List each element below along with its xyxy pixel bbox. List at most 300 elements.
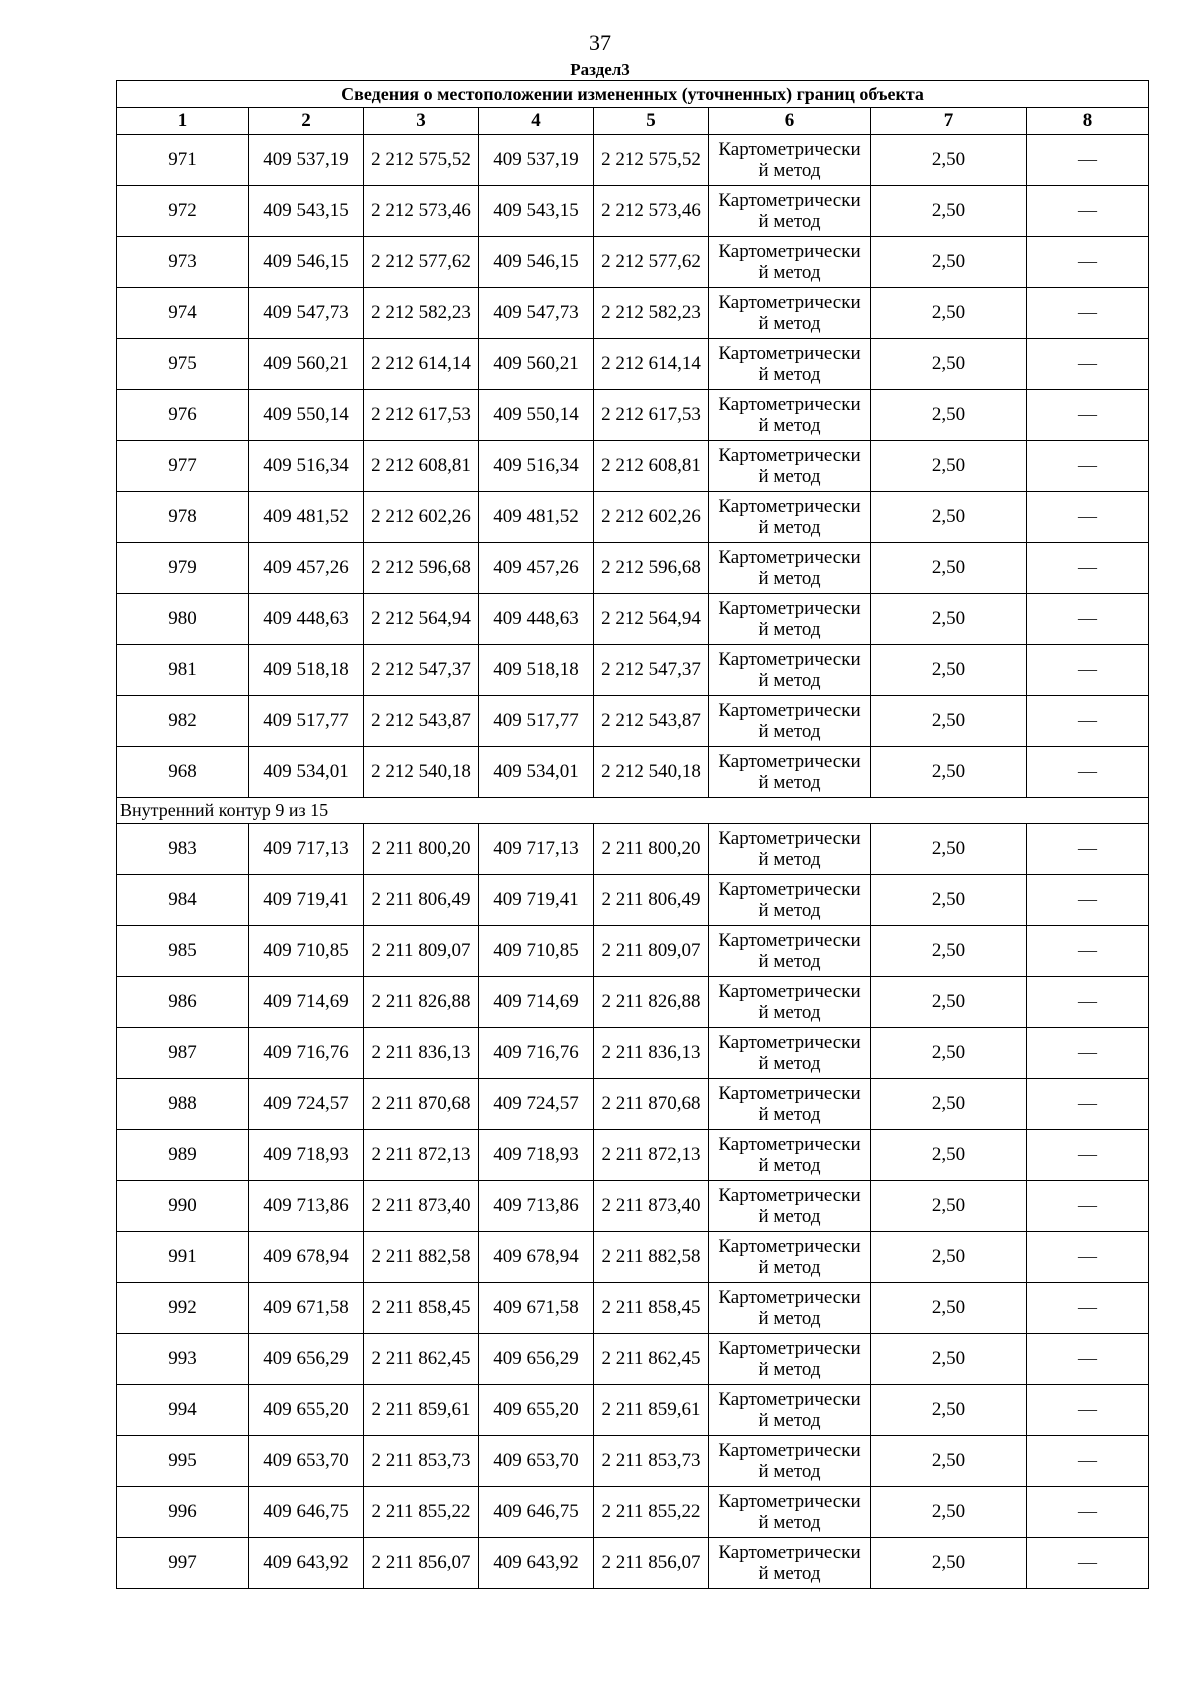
- description-cell: —: [1027, 543, 1149, 594]
- x-refined-cell: 409 534,01: [479, 747, 594, 798]
- table-row: [117, 696, 1149, 747]
- description-cell: —: [1027, 1487, 1149, 1538]
- table-row: [117, 926, 1149, 977]
- method-line: й метод: [758, 1104, 821, 1125]
- y-existing-cell: 2 211 870,68: [364, 1079, 479, 1130]
- description-cell: —: [1027, 339, 1149, 390]
- table-row: [117, 594, 1149, 645]
- method-cell: [709, 1181, 871, 1232]
- method-line: Картометрически: [718, 1440, 861, 1461]
- accuracy-cell: 2,50: [871, 135, 1027, 186]
- y-refined-cell: 2 211 826,88: [594, 977, 709, 1028]
- method-line: Картометрически: [718, 981, 861, 1002]
- accuracy-cell: 2,50: [871, 1385, 1027, 1436]
- method-line: й метод: [758, 670, 821, 691]
- method-line: й метод: [758, 1257, 821, 1278]
- accuracy-cell: 2,50: [871, 824, 1027, 875]
- method-cell: [709, 237, 871, 288]
- description-cell: —: [1027, 237, 1149, 288]
- x-existing-cell: 409 714,69: [249, 977, 364, 1028]
- method-cell: [709, 977, 871, 1028]
- point-number-cell: 968: [117, 747, 249, 798]
- x-existing-cell: 409 481,52: [249, 492, 364, 543]
- x-existing-cell: 409 550,14: [249, 390, 364, 441]
- description-cell: —: [1027, 1334, 1149, 1385]
- point-number-cell: 993: [117, 1334, 249, 1385]
- method-line: й метод: [758, 1512, 821, 1533]
- accuracy-cell: 2,50: [871, 237, 1027, 288]
- x-existing-cell: 409 518,18: [249, 645, 364, 696]
- point-number-cell: 974: [117, 288, 249, 339]
- table-row: [117, 1436, 1149, 1487]
- method-line: Картометрически: [718, 1389, 861, 1410]
- description-cell: —: [1027, 1079, 1149, 1130]
- x-refined-cell: 409 656,29: [479, 1334, 594, 1385]
- description-cell: —: [1027, 875, 1149, 926]
- method-cell: [709, 1334, 871, 1385]
- method-line: й метод: [758, 262, 821, 283]
- point-number-cell: 986: [117, 977, 249, 1028]
- method-line: й метод: [758, 1155, 821, 1176]
- accuracy-cell: 2,50: [871, 186, 1027, 237]
- column-header-row: [117, 108, 1149, 135]
- y-existing-cell: 2 211 859,61: [364, 1385, 479, 1436]
- method-line: Картометрически: [718, 828, 861, 849]
- method-cell: [709, 926, 871, 977]
- description-cell: —: [1027, 135, 1149, 186]
- accuracy-cell: 2,50: [871, 1181, 1027, 1232]
- accuracy-cell: 2,50: [871, 1079, 1027, 1130]
- y-existing-cell: 2 212 540,18: [364, 747, 479, 798]
- x-refined-cell: 409 719,41: [479, 875, 594, 926]
- method-line: й метод: [758, 364, 821, 385]
- x-existing-cell: 409 724,57: [249, 1079, 364, 1130]
- y-refined-cell: 2 211 809,07: [594, 926, 709, 977]
- point-number-cell: 983: [117, 824, 249, 875]
- x-existing-cell: 409 560,21: [249, 339, 364, 390]
- x-refined-cell: 409 481,52: [479, 492, 594, 543]
- method-line: Картометрически: [718, 496, 861, 517]
- method-line: й метод: [758, 951, 821, 972]
- x-existing-cell: 409 537,19: [249, 135, 364, 186]
- description-cell: —: [1027, 926, 1149, 977]
- accuracy-cell: 2,50: [871, 747, 1027, 798]
- point-number-cell: 990: [117, 1181, 249, 1232]
- y-existing-cell: 2 212 596,68: [364, 543, 479, 594]
- method-line: й метод: [758, 1563, 821, 1584]
- description-cell: —: [1027, 1538, 1149, 1589]
- method-line: Картометрически: [718, 241, 861, 262]
- x-refined-cell: 409 517,77: [479, 696, 594, 747]
- accuracy-cell: 2,50: [871, 1538, 1027, 1589]
- x-refined-cell: 409 655,20: [479, 1385, 594, 1436]
- point-number-cell: 988: [117, 1079, 249, 1130]
- description-cell: —: [1027, 1028, 1149, 1079]
- y-existing-cell: 2 212 575,52: [364, 135, 479, 186]
- x-existing-cell: 409 547,73: [249, 288, 364, 339]
- y-existing-cell: 2 211 853,73: [364, 1436, 479, 1487]
- column-header: 4: [479, 108, 594, 135]
- table-row: [117, 339, 1149, 390]
- method-cell: [709, 1436, 871, 1487]
- table-row: [117, 237, 1149, 288]
- point-number-cell: 985: [117, 926, 249, 977]
- point-number-cell: 977: [117, 441, 249, 492]
- accuracy-cell: 2,50: [871, 594, 1027, 645]
- point-number-cell: 975: [117, 339, 249, 390]
- description-cell: —: [1027, 1181, 1149, 1232]
- point-number-cell: 992: [117, 1283, 249, 1334]
- x-refined-cell: 409 724,57: [479, 1079, 594, 1130]
- point-number-cell: 979: [117, 543, 249, 594]
- method-cell: [709, 747, 871, 798]
- accuracy-cell: 2,50: [871, 1232, 1027, 1283]
- accuracy-cell: 2,50: [871, 875, 1027, 926]
- method-line: й метод: [758, 1053, 821, 1074]
- method-line: Картометрически: [718, 649, 861, 670]
- y-refined-cell: 2 212 582,23: [594, 288, 709, 339]
- method-line: й метод: [758, 1410, 821, 1431]
- point-number-cell: 997: [117, 1538, 249, 1589]
- method-cell: [709, 390, 871, 441]
- x-existing-cell: 409 543,15: [249, 186, 364, 237]
- method-line: Картометрически: [718, 139, 861, 160]
- method-line: й метод: [758, 900, 821, 921]
- method-cell: [709, 1079, 871, 1130]
- table-row: [117, 977, 1149, 1028]
- method-line: Картометрически: [718, 930, 861, 951]
- method-line: Картометрически: [718, 1542, 861, 1563]
- x-existing-cell: 409 716,76: [249, 1028, 364, 1079]
- column-header: 3: [364, 108, 479, 135]
- y-refined-cell: 2 212 614,14: [594, 339, 709, 390]
- accuracy-cell: 2,50: [871, 1028, 1027, 1079]
- x-refined-cell: 409 717,13: [479, 824, 594, 875]
- description-cell: —: [1027, 1385, 1149, 1436]
- coordinates-table: [116, 80, 1149, 1589]
- description-cell: —: [1027, 186, 1149, 237]
- y-refined-cell: 2 211 858,45: [594, 1283, 709, 1334]
- x-existing-cell: 409 517,77: [249, 696, 364, 747]
- table-row: [117, 1232, 1149, 1283]
- y-existing-cell: 2 211 882,58: [364, 1232, 479, 1283]
- accuracy-cell: 2,50: [871, 645, 1027, 696]
- y-refined-cell: 2 211 873,40: [594, 1181, 709, 1232]
- y-refined-cell: 2 212 573,46: [594, 186, 709, 237]
- point-number-cell: 972: [117, 186, 249, 237]
- method-line: Картометрически: [718, 1185, 861, 1206]
- y-existing-cell: 2 212 573,46: [364, 186, 479, 237]
- y-refined-cell: 2 211 806,49: [594, 875, 709, 926]
- method-line: й метод: [758, 160, 821, 181]
- method-line: Картометрически: [718, 879, 861, 900]
- y-refined-cell: 2 212 540,18: [594, 747, 709, 798]
- table-row: [117, 1028, 1149, 1079]
- method-cell: [709, 594, 871, 645]
- x-refined-cell: 409 646,75: [479, 1487, 594, 1538]
- y-refined-cell: 2 211 853,73: [594, 1436, 709, 1487]
- x-existing-cell: 409 546,15: [249, 237, 364, 288]
- method-cell: [709, 645, 871, 696]
- y-existing-cell: 2 212 564,94: [364, 594, 479, 645]
- method-line: й метод: [758, 1308, 821, 1329]
- accuracy-cell: 2,50: [871, 696, 1027, 747]
- method-line: й метод: [758, 1002, 821, 1023]
- y-existing-cell: 2 211 800,20: [364, 824, 479, 875]
- point-number-cell: 987: [117, 1028, 249, 1079]
- x-refined-cell: 409 547,73: [479, 288, 594, 339]
- table-row: [117, 390, 1149, 441]
- x-refined-cell: 409 643,92: [479, 1538, 594, 1589]
- y-refined-cell: 2 211 859,61: [594, 1385, 709, 1436]
- accuracy-cell: 2,50: [871, 1436, 1027, 1487]
- x-existing-cell: 409 655,20: [249, 1385, 364, 1436]
- point-number-cell: 971: [117, 135, 249, 186]
- x-refined-cell: 409 543,15: [479, 186, 594, 237]
- method-line: й метод: [758, 772, 821, 793]
- point-number-cell: 984: [117, 875, 249, 926]
- column-header: 5: [594, 108, 709, 135]
- table-row: [117, 186, 1149, 237]
- x-refined-cell: 409 537,19: [479, 135, 594, 186]
- x-refined-cell: 409 714,69: [479, 977, 594, 1028]
- point-number-cell: 994: [117, 1385, 249, 1436]
- contour-label: Внутренний контур 9 из 15: [117, 798, 1149, 824]
- y-refined-cell: 2 212 596,68: [594, 543, 709, 594]
- method-cell: [709, 492, 871, 543]
- description-cell: —: [1027, 390, 1149, 441]
- method-line: Картометрически: [718, 394, 861, 415]
- table-row: [117, 1385, 1149, 1436]
- page-number: 37: [589, 30, 611, 55]
- table-row: [117, 824, 1149, 875]
- point-number-cell: 976: [117, 390, 249, 441]
- method-line: Картометрически: [718, 1491, 861, 1512]
- y-refined-cell: 2 212 602,26: [594, 492, 709, 543]
- x-existing-cell: 409 713,86: [249, 1181, 364, 1232]
- accuracy-cell: 2,50: [871, 1487, 1027, 1538]
- method-cell: [709, 1232, 871, 1283]
- method-line: й метод: [758, 313, 821, 334]
- table-row: [117, 492, 1149, 543]
- y-refined-cell: 2 211 856,07: [594, 1538, 709, 1589]
- y-existing-cell: 2 212 543,87: [364, 696, 479, 747]
- point-number-cell: 995: [117, 1436, 249, 1487]
- y-existing-cell: 2 211 872,13: [364, 1130, 479, 1181]
- x-existing-cell: 409 678,94: [249, 1232, 364, 1283]
- y-existing-cell: 2 211 856,07: [364, 1538, 479, 1589]
- y-existing-cell: 2 212 577,62: [364, 237, 479, 288]
- method-line: Картометрически: [718, 292, 861, 313]
- table-row: [117, 135, 1149, 186]
- column-header: 8: [1027, 108, 1149, 135]
- x-existing-cell: 409 646,75: [249, 1487, 364, 1538]
- point-number-cell: 980: [117, 594, 249, 645]
- accuracy-cell: 2,50: [871, 1334, 1027, 1385]
- inner-contour-rows: [117, 824, 1149, 1589]
- column-header: 7: [871, 108, 1027, 135]
- method-cell: [709, 441, 871, 492]
- x-refined-cell: 409 516,34: [479, 441, 594, 492]
- x-existing-cell: 409 710,85: [249, 926, 364, 977]
- method-line: й метод: [758, 1359, 821, 1380]
- x-refined-cell: 409 671,58: [479, 1283, 594, 1334]
- accuracy-cell: 2,50: [871, 441, 1027, 492]
- y-existing-cell: 2 212 617,53: [364, 390, 479, 441]
- table-row: [117, 441, 1149, 492]
- x-refined-cell: 409 678,94: [479, 1232, 594, 1283]
- description-cell: —: [1027, 696, 1149, 747]
- point-number-cell: 981: [117, 645, 249, 696]
- y-refined-cell: 2 211 872,13: [594, 1130, 709, 1181]
- accuracy-cell: 2,50: [871, 977, 1027, 1028]
- method-cell: [709, 543, 871, 594]
- y-existing-cell: 2 212 608,81: [364, 441, 479, 492]
- method-line: Картометрически: [718, 1083, 861, 1104]
- method-cell: [709, 1538, 871, 1589]
- table-title-row: [117, 81, 1149, 108]
- x-refined-cell: 409 448,63: [479, 594, 594, 645]
- column-header: 6: [709, 108, 871, 135]
- x-existing-cell: 409 643,92: [249, 1538, 364, 1589]
- method-cell: [709, 339, 871, 390]
- x-refined-cell: 409 550,14: [479, 390, 594, 441]
- y-existing-cell: 2 211 855,22: [364, 1487, 479, 1538]
- y-refined-cell: 2 211 855,22: [594, 1487, 709, 1538]
- table-row: [117, 1130, 1149, 1181]
- y-existing-cell: 2 211 862,45: [364, 1334, 479, 1385]
- accuracy-cell: 2,50: [871, 1130, 1027, 1181]
- y-refined-cell: 2 212 543,87: [594, 696, 709, 747]
- method-line: й метод: [758, 517, 821, 538]
- method-line: Картометрически: [718, 1134, 861, 1155]
- x-refined-cell: 409 653,70: [479, 1436, 594, 1487]
- table-row: [117, 747, 1149, 798]
- method-line: й метод: [758, 415, 821, 436]
- accuracy-cell: 2,50: [871, 288, 1027, 339]
- x-refined-cell: 409 546,15: [479, 237, 594, 288]
- method-cell: [709, 1385, 871, 1436]
- method-line: Картометрически: [718, 343, 861, 364]
- method-cell: [709, 1130, 871, 1181]
- y-existing-cell: 2 212 602,26: [364, 492, 479, 543]
- y-refined-cell: 2 212 617,53: [594, 390, 709, 441]
- description-cell: —: [1027, 747, 1149, 798]
- method-cell: [709, 1283, 871, 1334]
- column-header: 2: [249, 108, 364, 135]
- table-row: [117, 1181, 1149, 1232]
- method-cell: [709, 824, 871, 875]
- x-existing-cell: 409 516,34: [249, 441, 364, 492]
- y-existing-cell: 2 212 547,37: [364, 645, 479, 696]
- table-title: Сведения о местоположении измененных (уточненных) границ объекта: [117, 81, 1149, 108]
- x-existing-cell: 409 448,63: [249, 594, 364, 645]
- y-refined-cell: 2 211 870,68: [594, 1079, 709, 1130]
- table-row: [117, 1283, 1149, 1334]
- x-refined-cell: 409 710,85: [479, 926, 594, 977]
- x-existing-cell: 409 718,93: [249, 1130, 364, 1181]
- y-refined-cell: 2 212 547,37: [594, 645, 709, 696]
- table-row: [117, 645, 1149, 696]
- method-line: Картометрически: [718, 1338, 861, 1359]
- method-cell: [709, 875, 871, 926]
- description-cell: —: [1027, 824, 1149, 875]
- method-line: Картометрически: [718, 751, 861, 772]
- point-number-cell: 978: [117, 492, 249, 543]
- y-refined-cell: 2 212 608,81: [594, 441, 709, 492]
- y-existing-cell: 2 211 858,45: [364, 1283, 479, 1334]
- method-line: Картометрически: [718, 190, 861, 211]
- description-cell: —: [1027, 1232, 1149, 1283]
- description-cell: —: [1027, 492, 1149, 543]
- point-number-cell: 982: [117, 696, 249, 747]
- section-title: Раздел3: [570, 60, 630, 79]
- description-cell: —: [1027, 441, 1149, 492]
- method-line: й метод: [758, 721, 821, 742]
- x-refined-cell: 409 716,76: [479, 1028, 594, 1079]
- column-header: 1: [117, 108, 249, 135]
- table-row: [117, 875, 1149, 926]
- table-row: [117, 1487, 1149, 1538]
- accuracy-cell: 2,50: [871, 543, 1027, 594]
- description-cell: —: [1027, 288, 1149, 339]
- point-number-cell: 973: [117, 237, 249, 288]
- accuracy-cell: 2,50: [871, 390, 1027, 441]
- description-cell: —: [1027, 1130, 1149, 1181]
- method-cell: [709, 1028, 871, 1079]
- method-line: й метод: [758, 211, 821, 232]
- x-existing-cell: 409 656,29: [249, 1334, 364, 1385]
- method-line: Картометрически: [718, 700, 861, 721]
- description-cell: —: [1027, 1283, 1149, 1334]
- description-cell: —: [1027, 1436, 1149, 1487]
- outer-contour-rows: [117, 135, 1149, 798]
- method-cell: [709, 135, 871, 186]
- accuracy-cell: 2,50: [871, 926, 1027, 977]
- x-refined-cell: 409 713,86: [479, 1181, 594, 1232]
- method-line: й метод: [758, 1461, 821, 1482]
- accuracy-cell: 2,50: [871, 339, 1027, 390]
- method-line: Картометрически: [718, 445, 861, 466]
- point-number-cell: 991: [117, 1232, 249, 1283]
- method-line: Картометрически: [718, 1032, 861, 1053]
- y-refined-cell: 2 211 800,20: [594, 824, 709, 875]
- method-cell: [709, 186, 871, 237]
- y-refined-cell: 2 211 836,13: [594, 1028, 709, 1079]
- y-existing-cell: 2 211 809,07: [364, 926, 479, 977]
- y-existing-cell: 2 212 614,14: [364, 339, 479, 390]
- description-cell: —: [1027, 977, 1149, 1028]
- x-existing-cell: 409 457,26: [249, 543, 364, 594]
- x-refined-cell: 409 718,93: [479, 1130, 594, 1181]
- table-row: [117, 1334, 1149, 1385]
- method-line: й метод: [758, 849, 821, 870]
- method-line: й метод: [758, 466, 821, 487]
- method-cell: [709, 1487, 871, 1538]
- contour-label-row: [117, 798, 1149, 824]
- x-existing-cell: 409 717,13: [249, 824, 364, 875]
- y-existing-cell: 2 211 826,88: [364, 977, 479, 1028]
- table-row: [117, 543, 1149, 594]
- x-refined-cell: 409 518,18: [479, 645, 594, 696]
- x-existing-cell: 409 534,01: [249, 747, 364, 798]
- method-cell: [709, 696, 871, 747]
- method-line: Картометрически: [718, 547, 861, 568]
- table-row: [117, 1538, 1149, 1589]
- table-row: [117, 288, 1149, 339]
- method-line: й метод: [758, 619, 821, 640]
- x-refined-cell: 409 560,21: [479, 339, 594, 390]
